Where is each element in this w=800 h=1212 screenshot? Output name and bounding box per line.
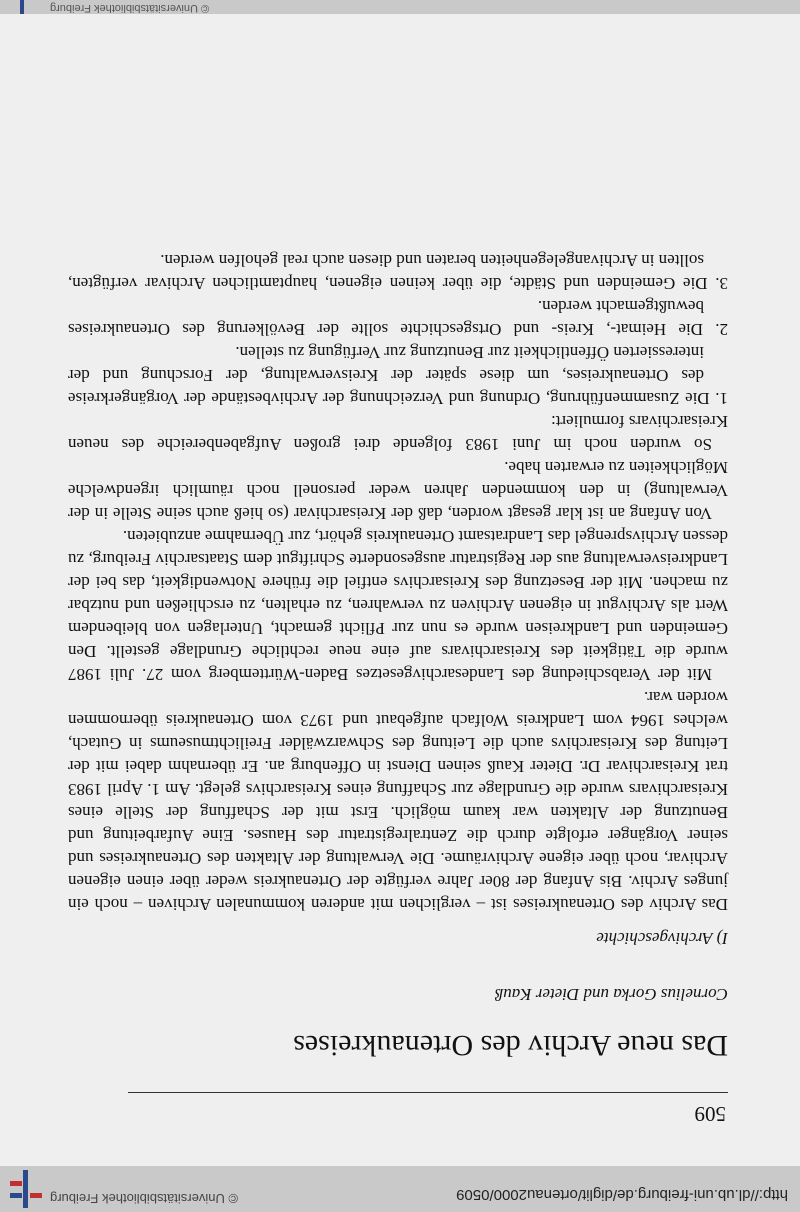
section-heading: I) Archivgeschichte <box>596 929 728 948</box>
library-logo-icon <box>8 1170 44 1208</box>
paragraph: Mit der Verabschiedung des Landesarchivgesetzes Baden-Württemberg vom 27. Juli 1987 wurde die Tätigkeit des Kreisarchivars auf eine neue rechtliche Grundlage gestellt. Den Gemeinden und Landkreisen wurde es nun zur Pflicht gemacht, Unterlagen von bleibendem Wert als Archivgut in eigenen Archiven zu verwahren, zu erhalten, zu erschließen und nutzbar zu machen. Mit der Besetzung des Kreisarchivs entfiel die frühere Notwendigkeit, das bei der Landkreisverwaltung aus der Registratur ausgesonderte Schriftgut dem Staatsarchiv Freiburg, zu dessen Archivsprengel das Landratsamt Ortenaukreis gehört, zur Übernahme anzubieten. <box>68 527 728 684</box>
page-number: 509 <box>694 1102 726 1126</box>
footer-logo-icon <box>20 0 24 14</box>
header-rule <box>128 1092 728 1093</box>
list-item: 3. Die Gemeinden und Städte, die über keinen eigenen, hauptamtlichen Archivar verfügten, sollten in Archivangelegenheiten beraten und diesen auch real geholfen werden. <box>68 251 728 293</box>
task-list <box>68 249 728 410</box>
viewer-header <box>0 1166 800 1212</box>
viewer-footer <box>0 0 800 14</box>
list-item: 1. Die Zusammenführung, Ordnung und Verzeichnung der Archivbestände der Vorgängerkreise des Ortenaukreises, um diese später der Kreisverwaltung, der Forschung und der interessierten Öffentlichkeit zur Benutzung zur Verfügung zu stellen. <box>68 343 728 408</box>
page-content <box>68 249 728 1126</box>
article-title: Das neue Archiv des Ortenaukreises <box>293 1029 728 1062</box>
paragraph: Von Anfang an ist klar gesagt worden, daß der Kreisarchivar (so hieß auch seine Stelle in der Verwaltung) in den kommenden Jahren weder personell noch räumlich irgendwelche Möglichkeiten zu erwarten habe. <box>68 458 728 523</box>
page-url[interactable]: http://dl.ub.uni-freiburg.de/diglit/ortenau2000/0509 <box>456 1186 788 1203</box>
list-item: 2. Die Heimat-, Kreis- und Ortsgeschichte sollte der Bevölkerung des Ortenaukreises bewußtgemacht werden. <box>68 297 728 339</box>
copyright-notice: © Universitätsbibliothek Freiburg <box>50 1191 239 1206</box>
article-authors: Cornelius Gorka und Dieter Kauß <box>494 985 728 1004</box>
footer-copyright: © Universitätsbibliothek Freiburg <box>50 2 210 14</box>
article-body <box>68 249 728 916</box>
paragraph: So wurden noch im Juni 1983 folgende drei großen Aufgabenbereiche des neuen Kreisarchivars formuliert: <box>68 412 728 454</box>
paragraph: Das Archiv des Ortenaukreises ist – verglichen mit anderen kommunalen Archiven – noch ein junges Archiv. Bis Anfang der 80er Jahre verfügte der Ortenaukreis weder über einen eigenen Archivar, noch über eigene Archivräume. Die Verwaltung der Altakten des Ortenaukreises und seiner Vorgänger erfolgte durch die Zentralregistratur des Hauses. Eine Aufarbeitung und Benutzung der Altakten war kaum möglich. Erst mit der Schaffung der Stelle eines Kreisarchivars wurde die Grundlage zur Schaffung eines Kreisarchivs gelegt. Am 1. April 1983 trat Kreisarchivar Dr. Dieter Kauß seinen Dienst in Offenburg an. Er übernahm dabei mit der Leitung des Kreisarchivs auch die Leitung des Schwarzwälder Freilichtmuseums in Gutach, welches 1964 vom Landkreis Wolfach aufgebaut und 1973 vom Ortenaukreis übernommen worden war. <box>68 688 728 914</box>
